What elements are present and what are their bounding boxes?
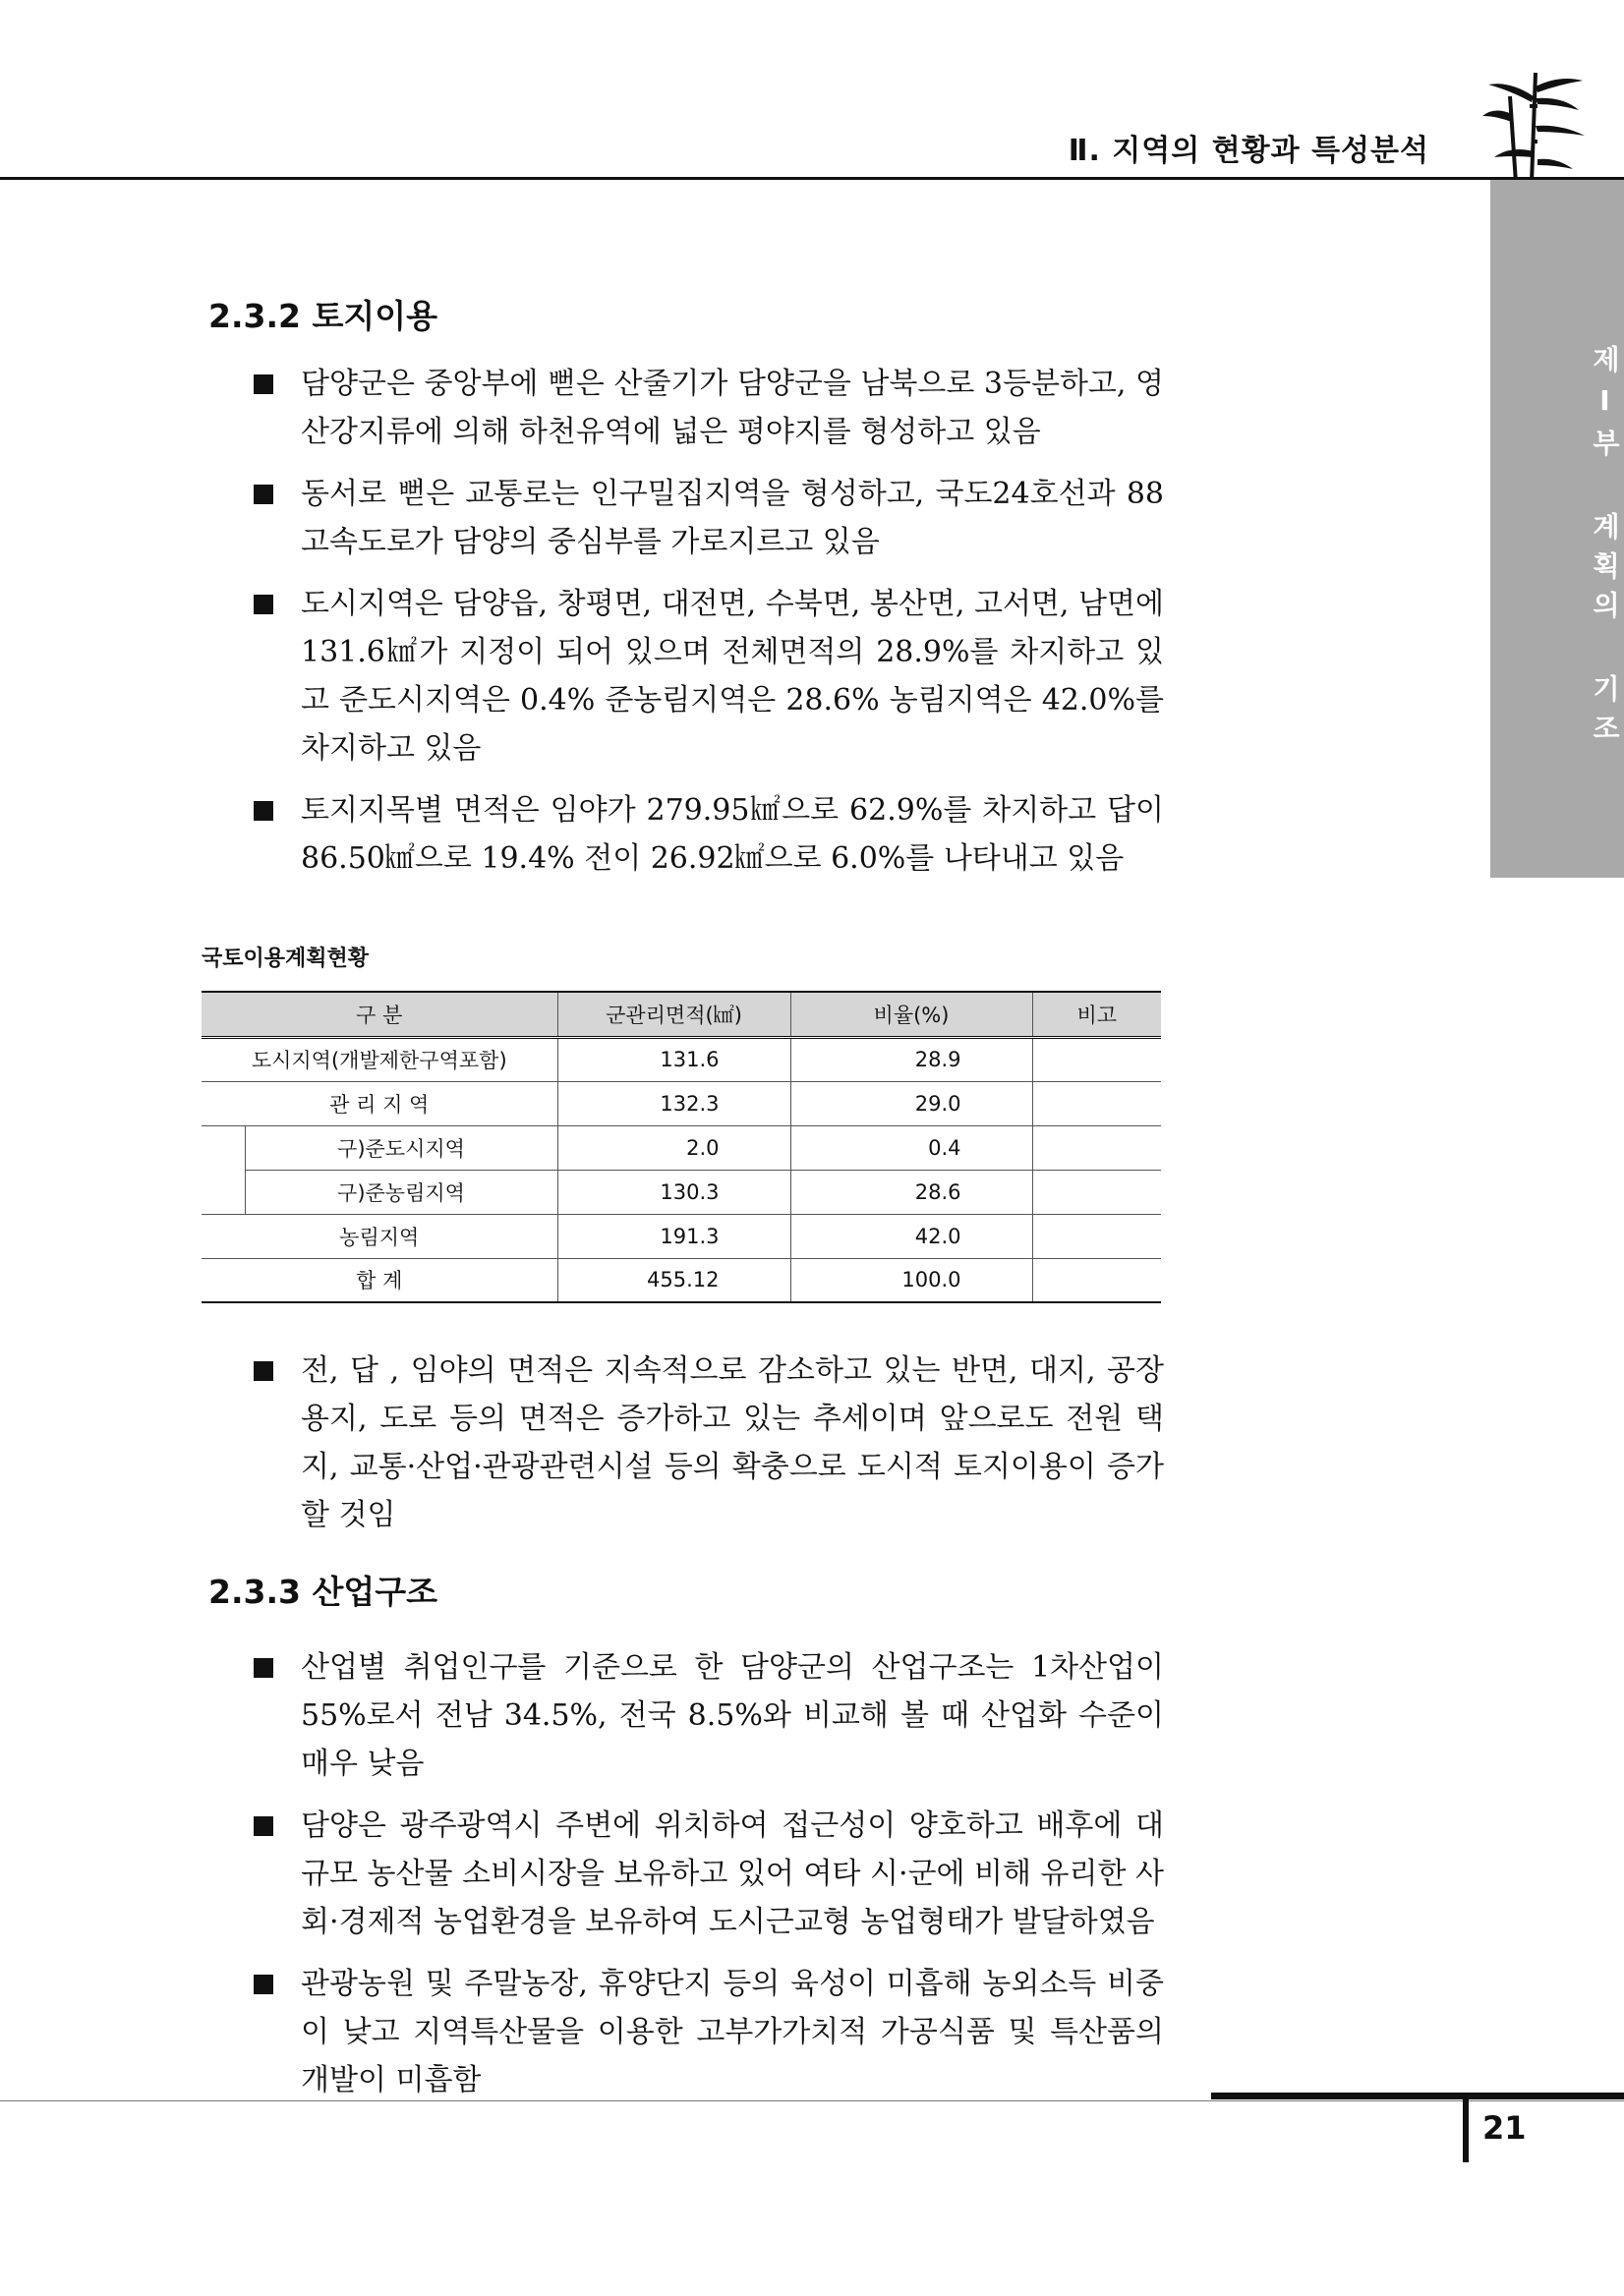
land-use-table <box>202 991 1161 1303</box>
land-use-bullet-list <box>254 360 1164 896</box>
table-cell-area: 131.6 <box>557 1037 790 1081</box>
bullet-item <box>254 1347 1164 1539</box>
table-cell-note <box>1032 1170 1161 1214</box>
bullet-text: 담양군은 중앙부에 뻗은 산줄기가 담양군을 남북으로 3등분하고, 영산강지류에 의해 하천유역에 넓은 평야지를 형성하고 있음 <box>301 367 1164 449</box>
square-bullet-icon <box>254 485 273 504</box>
header-rule <box>0 177 1624 180</box>
square-bullet-icon <box>254 1975 273 1994</box>
table-cell-note <box>1032 1125 1161 1170</box>
square-bullet-icon <box>254 374 273 394</box>
square-bullet-icon <box>254 1658 273 1678</box>
bullet-item <box>254 1960 1164 2104</box>
chapter-side-tab-label: 제Ⅰ부 계획의 기조 <box>1589 344 1621 753</box>
footer-accent-rule <box>1211 2093 1624 2099</box>
table-cell-area: 455.12 <box>557 1258 790 1302</box>
table-cell-note <box>1032 1258 1161 1302</box>
page-number: 21 <box>1482 2109 1527 2147</box>
table-cell-area: 2.0 <box>557 1125 790 1170</box>
bullet-text: 도시지역은 담양읍, 창평면, 대전면, 수북면, 봉산면, 고서면, 남면에 131.6㎢가 지정이 되어 있으며 전체면적의 28.9%를 차지하고 있고 준도시지역은 0.4% 준농림지역은 28.6% 농림지역은 42.0%를 차지하고 있음 <box>301 587 1164 766</box>
square-bullet-icon <box>254 1816 273 1836</box>
bullet-item <box>254 1802 1164 1946</box>
bamboo-icon <box>1480 67 1589 183</box>
table-cell-ratio: 100.0 <box>790 1258 1032 1302</box>
bullet-item <box>254 580 1164 773</box>
running-header-title: Ⅱ. 지역의 현황과 특성분석 <box>1068 134 1429 168</box>
table-indent-spacer <box>202 1125 245 1170</box>
table-cell-label: 합 계 <box>202 1258 557 1302</box>
bullet-text: 토지지목별 면적은 임야가 279.95㎢으로 62.9%를 차지하고 답이 86.50㎢으로 19.4% 전이 26.92㎢으로 6.0%를 나타내고 있음 <box>301 793 1164 876</box>
table-header-ratio: 비율(%) <box>790 992 1032 1037</box>
table-cell-note <box>1032 1214 1161 1258</box>
table-cell-ratio: 42.0 <box>790 1214 1032 1258</box>
bullet-text: 동서로 뻗은 교통로는 인구밀집지역을 형성하고, 국도24호선과 88고속도로가 담양의 중심부를 가로지르고 있음 <box>301 477 1164 559</box>
industry-bullet-list <box>254 1643 1164 2118</box>
footer-page-bar <box>1463 2099 1469 2162</box>
bullet-item <box>254 786 1164 883</box>
table-row <box>202 1125 1161 1170</box>
bullet-item <box>254 470 1164 566</box>
table-caption: 국토이용계획현황 <box>202 947 370 971</box>
square-bullet-icon <box>254 1361 273 1381</box>
bullet-text: 산업별 취업인구를 기준으로 한 담양군의 산업구조는 1차산업이 55%로서 전남 34.5%, 전국 8.5%와 비교해 볼 때 산업화 수준이 매우 낮음 <box>301 1650 1164 1781</box>
table-cell-area: 130.3 <box>557 1170 790 1214</box>
table-cell-area: 132.3 <box>557 1081 790 1125</box>
table-cell-ratio: 29.0 <box>790 1081 1032 1125</box>
bullet-text: 담양은 광주광역시 주변에 위치하여 접근성이 양호하고 배후에 대규모 농산물 소비시장을 보유하고 있어 여타 시·군에 비해 유리한 사회·경제적 농업환경을 보유하여 도시근교형 농업형태가 발달하였음 <box>301 1808 1164 1939</box>
bullet-text: 관광농원 및 주말농장, 휴양단지 등의 육성이 미흡해 농외소득 비중이 낮고 지역특산물을 이용한 고부가가치적 가공식품 및 특산품의 개발이 미흡함 <box>301 1967 1164 2097</box>
footer-rule <box>0 2100 1624 2101</box>
table-row <box>202 1214 1161 1258</box>
table-row <box>202 1081 1161 1125</box>
table-cell-area: 191.3 <box>557 1214 790 1258</box>
section-heading-land-use: 2.3.2 토지이용 <box>208 297 437 335</box>
table-cell-label: 구)준농림지역 <box>245 1170 557 1214</box>
table-indent-spacer <box>202 1170 245 1214</box>
bullet-text: 전, 답 , 임야의 면적은 지속적으로 감소하고 있는 반면, 대지, 공장용지, 도로 등의 면적은 증가하고 있는 추세이며 앞으로도 전원 택지, 교통·산업·관광관련시설 등의 확충으로 도시적 토지이용이 증가할 것임 <box>301 1353 1164 1532</box>
table-cell-label: 관 리 지 역 <box>202 1081 557 1125</box>
table-cell-ratio: 0.4 <box>790 1125 1032 1170</box>
table-cell-label: 구)준도시지역 <box>245 1125 557 1170</box>
land-trend-bullet-list <box>254 1347 1164 1553</box>
table-cell-label: 농림지역 <box>202 1214 557 1258</box>
table-cell-ratio: 28.9 <box>790 1037 1032 1081</box>
bullet-item <box>254 360 1164 456</box>
square-bullet-icon <box>254 595 273 614</box>
table-row-total <box>202 1258 1161 1302</box>
table-cell-note <box>1032 1037 1161 1081</box>
table-header-note: 비고 <box>1032 992 1161 1037</box>
table-header-area: 군관리면적(㎢) <box>557 992 790 1037</box>
table-cell-ratio: 28.6 <box>790 1170 1032 1214</box>
table-header-row <box>202 992 1161 1037</box>
table-header-category: 구 분 <box>202 992 557 1037</box>
table-cell-label: 도시지역(개발제한구역포함) <box>202 1037 557 1081</box>
section-heading-industry: 2.3.3 산업구조 <box>208 1573 437 1611</box>
bullet-item <box>254 1643 1164 1788</box>
table-cell-note <box>1032 1081 1161 1125</box>
square-bullet-icon <box>254 801 273 821</box>
table-row <box>202 1170 1161 1214</box>
table-row <box>202 1037 1161 1081</box>
